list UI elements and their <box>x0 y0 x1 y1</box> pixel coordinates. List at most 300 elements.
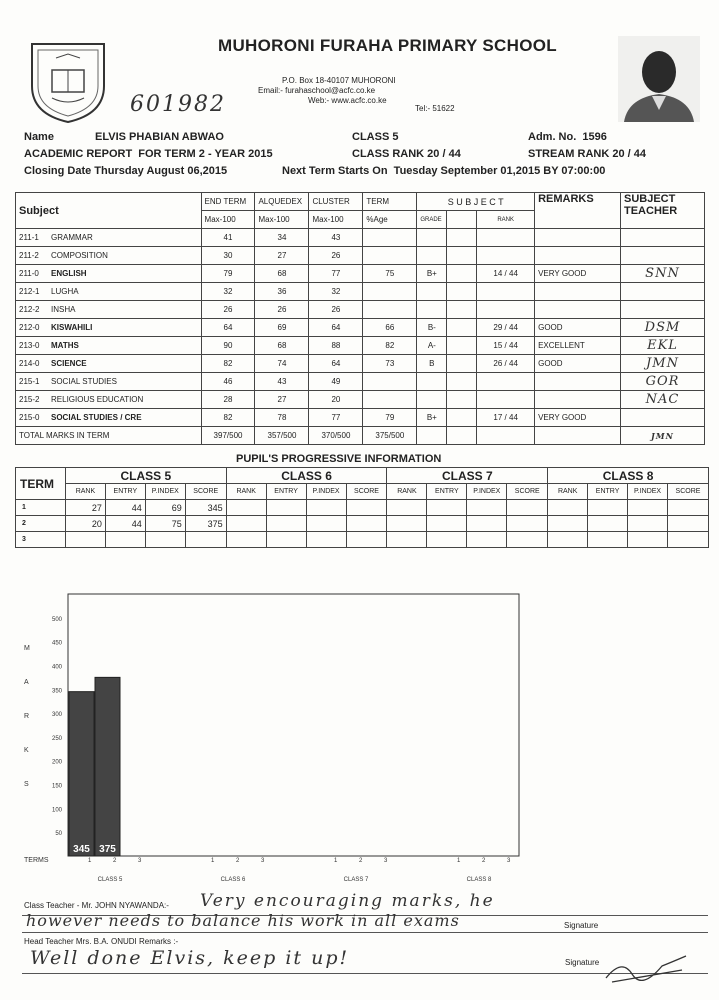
progress-empty-cell <box>588 500 628 516</box>
progress-class7: CLASS 7 <box>387 468 548 484</box>
subject-row <box>16 319 705 337</box>
progress-subheader: RANK <box>387 484 427 500</box>
total-blank3 <box>477 427 535 445</box>
progress-subheader: RANK <box>226 484 266 500</box>
y-axis-label-letter: R <box>24 713 30 720</box>
subject-row <box>16 301 705 319</box>
grade: A- <box>417 337 447 355</box>
header-end-term: END TERM <box>201 193 255 211</box>
teacher-signature: SNN <box>621 265 705 283</box>
bar-label: 345 <box>73 844 90 855</box>
end-term-mark: 79 <box>201 265 255 283</box>
progress-empty-cell <box>668 500 709 516</box>
x-tick-label: 3 <box>138 858 142 864</box>
progress-empty-cell <box>306 532 346 548</box>
progress-chart <box>0 580 719 890</box>
x-tick-label: 3 <box>261 858 265 864</box>
cluster-mark: 20 <box>309 391 363 409</box>
subject-rank: 17 / 44 <box>477 409 535 427</box>
end-term-mark: 82 <box>201 355 255 373</box>
progress-subheader: P.INDEX <box>306 484 346 500</box>
progress-empty-cell <box>507 516 548 532</box>
progress-class5-cell: 75 <box>145 516 185 532</box>
total-blank4 <box>535 427 621 445</box>
subject-name <box>16 229 202 247</box>
progress-class5-cell <box>105 532 145 548</box>
blank-cell <box>447 373 477 391</box>
subject-name <box>16 319 202 337</box>
progress-empty-cell <box>588 532 628 548</box>
remark-line-2 <box>22 932 708 933</box>
x-group-label: CLASS 6 <box>220 877 246 883</box>
alquedex-mark: 27 <box>255 391 309 409</box>
progress-row <box>16 500 709 516</box>
term-percent <box>363 283 417 301</box>
grade <box>417 373 447 391</box>
header-term: TERM <box>363 193 417 211</box>
alquedex-mark: 74 <box>255 355 309 373</box>
subject-row <box>16 391 705 409</box>
progress-empty-cell <box>226 500 266 516</box>
student-photo <box>618 36 700 122</box>
progress-empty-cell <box>628 516 668 532</box>
x-tick-label: 2 <box>482 858 486 864</box>
class-teacher-remark-1: Very encouraging marks, he <box>200 891 495 911</box>
total-blank1 <box>417 427 447 445</box>
school-box: P.O. Box 18-40107 MUHORONI <box>282 76 396 85</box>
teacher-signature: NAC <box>621 391 705 409</box>
x-group-label: CLASS 7 <box>343 877 369 883</box>
subject-code: 213-0 <box>19 341 40 350</box>
class-teacher-label: Class Teacher - Mr. JOHN NYAWANDA:- <box>24 901 169 910</box>
blank-cell <box>447 337 477 355</box>
header-cluster: CLUSTER <box>309 193 363 211</box>
cluster-mark: 43 <box>309 229 363 247</box>
teacher-signature <box>621 301 705 319</box>
progress-empty-cell <box>467 532 507 548</box>
name-label: Name <box>24 131 54 143</box>
subject-rank <box>477 229 535 247</box>
end-term-mark: 26 <box>201 301 255 319</box>
teacher-signature <box>621 229 705 247</box>
progress-class5-cell <box>185 532 226 548</box>
y-tick-label: 300 <box>51 712 62 719</box>
blank-cell <box>447 301 477 319</box>
subject-code: 211-2 <box>19 251 39 260</box>
header-pct: %Age <box>363 211 417 229</box>
progress-empty-cell <box>226 532 266 548</box>
term-percent <box>363 373 417 391</box>
x-axis-label: TERMS <box>24 857 49 864</box>
progress-empty-cell <box>226 516 266 532</box>
alquedex-mark: 27 <box>255 247 309 265</box>
header-teacher-line2: TEACHER <box>624 205 678 217</box>
end-term-mark: 32 <box>201 283 255 301</box>
subject-row <box>16 337 705 355</box>
header-teacher-line1: SUBJECT <box>624 193 676 205</box>
progress-empty-cell <box>507 532 548 548</box>
x-tick-label: 1 <box>211 858 215 864</box>
x-group-label: CLASS 5 <box>97 877 123 883</box>
subject-title: MATHS <box>51 341 79 350</box>
subject-row <box>16 373 705 391</box>
progress-empty-cell <box>548 516 588 532</box>
teacher-signature: JMN <box>621 355 705 373</box>
end-term-mark: 82 <box>201 409 255 427</box>
subject-code: 212-1 <box>19 287 40 296</box>
stream-rank: STREAM RANK 20 / 44 <box>528 148 646 160</box>
total-alq: 357/500 <box>255 427 309 445</box>
subject-name <box>16 373 202 391</box>
subject-rank: 26 / 44 <box>477 355 535 373</box>
header-max1: Max-100 <box>201 211 255 229</box>
end-term-mark: 64 <box>201 319 255 337</box>
subject-name <box>16 409 202 427</box>
progress-class6: CLASS 6 <box>226 468 387 484</box>
x-tick-label: 2 <box>113 858 117 864</box>
subject-title: SOCIAL STUDIES <box>51 377 117 386</box>
cluster-mark: 64 <box>309 319 363 337</box>
school-logo <box>22 36 114 124</box>
subject-code: 212-2 <box>19 305 40 314</box>
progress-class5-cell: 27 <box>65 500 105 516</box>
student-name: ELVIS PHABIAN ABWAO <box>95 131 224 143</box>
chart-frame <box>68 594 519 856</box>
y-axis-label-letter: A <box>24 679 29 686</box>
subject-row <box>16 265 705 283</box>
blank-cell <box>447 319 477 337</box>
subject-remark <box>535 247 621 265</box>
head-teacher-signature <box>602 948 692 988</box>
progress-row <box>16 516 709 532</box>
subject-rank <box>477 247 535 265</box>
y-tick-label: 50 <box>55 831 62 838</box>
subject-name <box>16 301 202 319</box>
head-teacher-signature-label: Signature <box>565 958 600 967</box>
subject-remark: GOOD <box>535 355 621 373</box>
subject-rank: 14 / 44 <box>477 265 535 283</box>
subject-name <box>16 265 202 283</box>
teacher-signature <box>621 409 705 427</box>
cluster-mark: 26 <box>309 247 363 265</box>
subject-title: SOCIAL STUDIES / CRE <box>51 413 142 422</box>
progress-empty-cell <box>387 500 427 516</box>
bar-label: 375 <box>99 844 116 855</box>
term-percent <box>363 301 417 319</box>
total-term: 375/500 <box>363 427 417 445</box>
subject-remark <box>535 391 621 409</box>
progress-empty-cell <box>306 500 346 516</box>
term-percent <box>363 229 417 247</box>
subject-rank <box>477 373 535 391</box>
y-tick-label: 400 <box>51 664 62 671</box>
grade <box>417 229 447 247</box>
progress-subheader: P.INDEX <box>145 484 185 500</box>
teacher-signature: GOR <box>621 373 705 391</box>
header-max3: Max-100 <box>309 211 363 229</box>
total-row <box>16 427 705 445</box>
subject-code: 211-1 <box>19 233 39 242</box>
term-percent: 82 <box>363 337 417 355</box>
subject-rank <box>477 301 535 319</box>
teacher-signature: EKL <box>621 337 705 355</box>
y-tick-label: 150 <box>51 783 62 790</box>
total-end: 397/500 <box>201 427 255 445</box>
progress-class5-cell <box>145 532 185 548</box>
total-blank2 <box>447 427 477 445</box>
progress-empty-cell <box>346 500 387 516</box>
end-term-mark: 90 <box>201 337 255 355</box>
x-tick-label: 1 <box>334 858 338 864</box>
progress-title: PUPIL'S PROGRESSIVE INFORMATION <box>236 453 442 465</box>
subject-row <box>16 229 705 247</box>
progress-subheader: SCORE <box>185 484 226 500</box>
class-teacher-remark-2: however needs to balance his work in all exams <box>26 911 460 930</box>
alquedex-mark: 69 <box>255 319 309 337</box>
subject-code: 212-0 <box>19 323 40 332</box>
subject-title: ENGLISH <box>51 269 87 278</box>
alquedex-mark: 26 <box>255 301 309 319</box>
cluster-mark: 88 <box>309 337 363 355</box>
adm-number: Adm. No. 1596 <box>528 131 607 143</box>
subject-rank <box>477 283 535 301</box>
cluster-mark: 26 <box>309 301 363 319</box>
y-tick-label: 250 <box>51 735 62 742</box>
progress-empty-cell <box>467 516 507 532</box>
subject-name <box>16 355 202 373</box>
subject-remark: VERY GOOD <box>535 265 621 283</box>
progress-class5-cell <box>65 532 105 548</box>
subject-name <box>16 247 202 265</box>
alquedex-mark: 34 <box>255 229 309 247</box>
subject-title: LUGHA <box>51 287 79 296</box>
x-tick-label: 2 <box>359 858 363 864</box>
header-remarks: REMARKS <box>535 193 621 229</box>
subject-row <box>16 355 705 373</box>
term-percent <box>363 391 417 409</box>
subject-name <box>16 391 202 409</box>
next-term: Next Term Starts On Tuesday September 01,2015 BY 07:00:00 <box>282 165 606 177</box>
progress-empty-cell <box>628 500 668 516</box>
progress-empty-cell <box>548 500 588 516</box>
bar <box>95 677 120 856</box>
progress-subheader: P.INDEX <box>467 484 507 500</box>
y-axis-label-letter: M <box>24 645 30 652</box>
header-max2: Max-100 <box>255 211 309 229</box>
progress-empty-cell <box>266 532 306 548</box>
progress-empty-cell <box>427 532 467 548</box>
subject-title: RELIGIOUS EDUCATION <box>51 395 144 404</box>
closing-date: Closing Date Thursday August 06,2015 <box>24 165 228 177</box>
header-rank: RANK <box>477 211 535 229</box>
term-percent <box>363 247 417 265</box>
progress-empty-cell <box>628 532 668 548</box>
progress-subheader: SCORE <box>346 484 387 500</box>
y-tick-label: 350 <box>51 688 62 695</box>
subject-title: SCIENCE <box>51 359 87 368</box>
alquedex-mark: 36 <box>255 283 309 301</box>
progress-subheader: RANK <box>548 484 588 500</box>
subject-code: 215-2 <box>19 395 40 404</box>
teacher-signature: DSM <box>621 319 705 337</box>
subject-remark: GOOD <box>535 319 621 337</box>
teacher-signature <box>621 283 705 301</box>
header-subject: Subject <box>16 193 202 229</box>
subject-code: 214-0 <box>19 359 40 368</box>
y-axis-label-letter: S <box>24 781 29 788</box>
subject-rank: 29 / 44 <box>477 319 535 337</box>
subject-remark: VERY GOOD <box>535 409 621 427</box>
progress-empty-cell <box>548 532 588 548</box>
report-title: ACADEMIC REPORT FOR TERM 2 - YEAR 2015 <box>24 148 273 160</box>
subject-rank: 15 / 44 <box>477 337 535 355</box>
progress-class5-cell: 345 <box>185 500 226 516</box>
subject-table <box>15 192 705 445</box>
grade <box>417 247 447 265</box>
progress-subheader: SCORE <box>507 484 548 500</box>
subject-remark <box>535 283 621 301</box>
x-tick-label: 2 <box>236 858 240 864</box>
term-percent: 79 <box>363 409 417 427</box>
progress-class5: CLASS 5 <box>65 468 226 484</box>
cluster-mark: 49 <box>309 373 363 391</box>
x-tick-label: 3 <box>507 858 511 864</box>
progress-empty-cell <box>588 516 628 532</box>
x-group-label: CLASS 8 <box>466 877 492 883</box>
progress-class5-cell: 44 <box>105 500 145 516</box>
progress-subheader: ENTRY <box>105 484 145 500</box>
y-axis-label-letter: K <box>24 747 29 754</box>
subject-remark <box>535 229 621 247</box>
grade <box>417 391 447 409</box>
progress-subheader: ENTRY <box>588 484 628 500</box>
end-term-mark: 41 <box>201 229 255 247</box>
progress-empty-cell <box>306 516 346 532</box>
grade: B+ <box>417 265 447 283</box>
grade <box>417 301 447 319</box>
class-teacher-signature-label: Signature <box>564 921 599 930</box>
progress-class5-cell: 375 <box>185 516 226 532</box>
y-tick-label: 450 <box>51 640 62 647</box>
blank-cell <box>447 229 477 247</box>
header-grade: GRADE <box>417 211 447 229</box>
term-percent: 66 <box>363 319 417 337</box>
subject-code: 211-0 <box>19 269 39 278</box>
progress-empty-cell <box>387 532 427 548</box>
end-term-mark: 30 <box>201 247 255 265</box>
progress-class5-cell: 20 <box>65 516 105 532</box>
progress-empty-cell <box>266 516 306 532</box>
subject-name <box>16 337 202 355</box>
header-alquedex: ALQUEDEX <box>255 193 309 211</box>
subject-title: KISWAHILI <box>51 323 93 332</box>
alquedex-mark: 68 <box>255 265 309 283</box>
y-tick-label: 500 <box>51 616 62 623</box>
progress-class5-cell: 69 <box>145 500 185 516</box>
header-blank <box>447 211 477 229</box>
header-teacher <box>621 193 705 229</box>
subject-title: INSHA <box>51 305 76 314</box>
progress-empty-cell <box>346 516 387 532</box>
progress-term: 2 <box>16 516 66 532</box>
school-email: Email:- furahaschool@acfc.co.ke <box>258 86 376 95</box>
term-percent: 75 <box>363 265 417 283</box>
subject-row <box>16 247 705 265</box>
term-percent: 73 <box>363 355 417 373</box>
progress-empty-cell <box>668 532 709 548</box>
alquedex-mark: 78 <box>255 409 309 427</box>
teacher-signature <box>621 247 705 265</box>
header-subject-group: S U B J E C T <box>417 193 535 211</box>
y-tick-label: 100 <box>51 807 62 814</box>
blank-cell <box>447 391 477 409</box>
total-teacher-signature: JMN <box>621 427 705 445</box>
progress-subheader: SCORE <box>668 484 709 500</box>
bar <box>69 692 94 856</box>
student-class: CLASS 5 <box>352 131 399 143</box>
grade: B <box>417 355 447 373</box>
head-teacher-remark: Well done Elvis, keep it up! <box>30 947 350 969</box>
progress-subheader: ENTRY <box>427 484 467 500</box>
subject-code: 215-0 <box>19 413 40 422</box>
total-clu: 370/500 <box>309 427 363 445</box>
progress-empty-cell <box>668 516 709 532</box>
blank-cell <box>447 247 477 265</box>
grade: B- <box>417 319 447 337</box>
progress-row <box>16 532 709 548</box>
x-tick-label: 1 <box>457 858 461 864</box>
progress-term: 3 <box>16 532 66 548</box>
subject-remark: EXCELLENT <box>535 337 621 355</box>
grade <box>417 283 447 301</box>
progress-term-header: TERM <box>16 468 66 500</box>
progress-empty-cell <box>387 516 427 532</box>
cluster-mark: 77 <box>309 409 363 427</box>
grade: B+ <box>417 409 447 427</box>
progress-term: 1 <box>16 500 66 516</box>
head-teacher-label: Head Teacher Mrs. B.A. ONUDI Remarks :- <box>24 937 179 946</box>
progress-class5-cell: 44 <box>105 516 145 532</box>
y-tick-label: 200 <box>51 759 62 766</box>
subject-row <box>16 283 705 301</box>
progress-subheader: P.INDEX <box>628 484 668 500</box>
handwritten-number: 601982 <box>130 92 226 117</box>
x-tick-label: 1 <box>88 858 92 864</box>
progress-empty-cell <box>427 500 467 516</box>
class-rank: CLASS RANK 20 / 44 <box>352 148 461 160</box>
end-term-mark: 46 <box>201 373 255 391</box>
blank-cell <box>447 355 477 373</box>
progress-empty-cell <box>266 500 306 516</box>
progress-subheader: RANK <box>65 484 105 500</box>
subject-remark <box>535 373 621 391</box>
blank-cell <box>447 283 477 301</box>
subject-title: COMPOSITION <box>51 251 108 260</box>
cluster-mark: 32 <box>309 283 363 301</box>
progress-empty-cell <box>427 516 467 532</box>
progress-empty-cell <box>346 532 387 548</box>
progress-empty-cell <box>467 500 507 516</box>
cluster-mark: 64 <box>309 355 363 373</box>
progress-class8: CLASS 8 <box>548 468 709 484</box>
subject-row <box>16 409 705 427</box>
blank-cell <box>447 409 477 427</box>
subject-code: 215-1 <box>19 377 40 386</box>
subject-rank <box>477 391 535 409</box>
alquedex-mark: 68 <box>255 337 309 355</box>
progress-subheader: ENTRY <box>266 484 306 500</box>
subject-name <box>16 283 202 301</box>
